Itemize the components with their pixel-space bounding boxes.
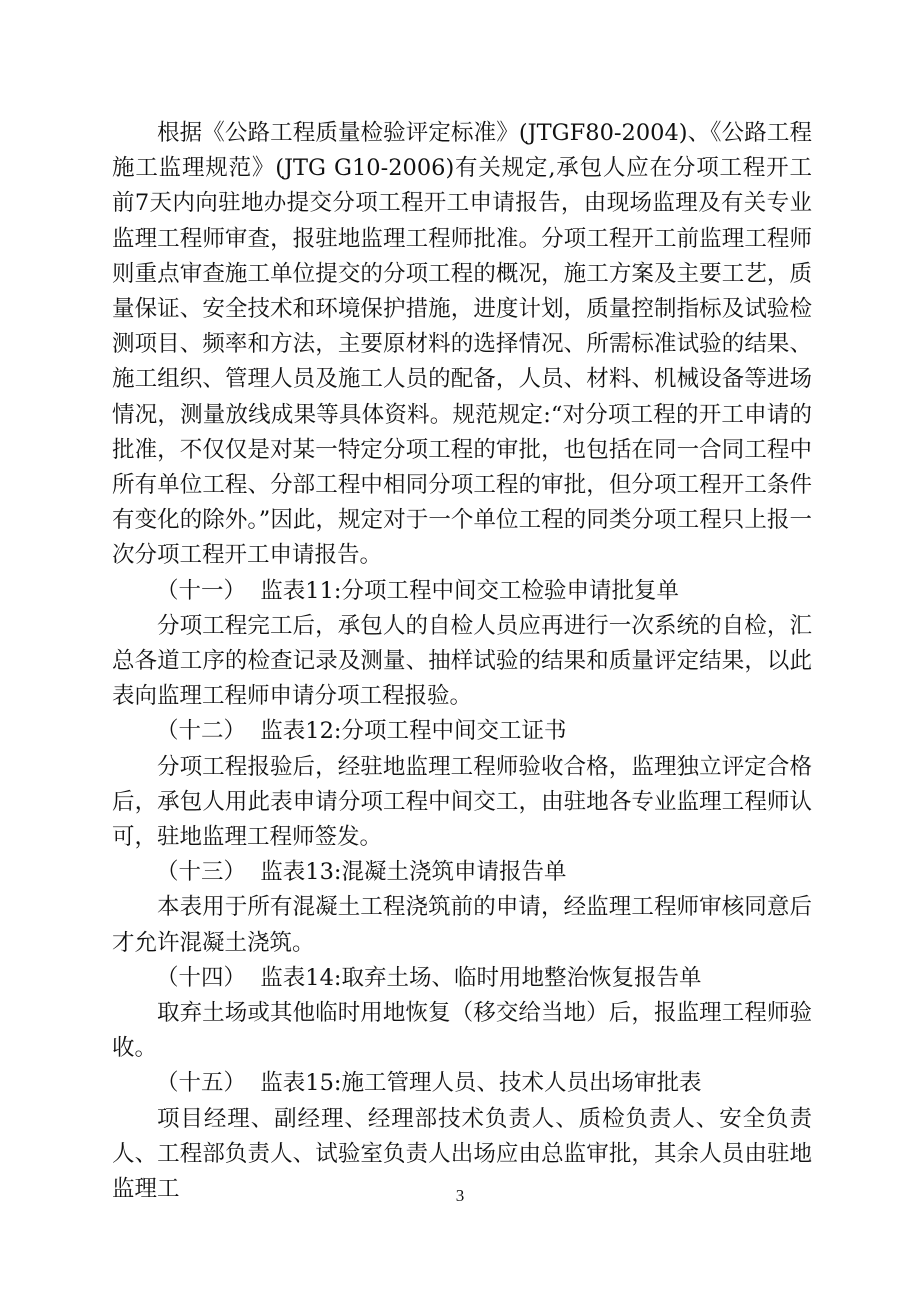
- document-body: [112, 116, 812, 1207]
- page-number: 3: [455, 1186, 465, 1205]
- paragraph-form-15: 项目经理、副经理、经理部技术负责人、质检负责人、安全负责人、工程部负责人、试验室负责人出场应由总监审批，其余人员由驻地监理工: [112, 1105, 812, 1203]
- paragraph-start-approval: 根据《公路工程质量检验评定标准》(JTGF80-2004)、《公路工程施工监理规范》(JTG G10-2006)有关规定,承包人应在分项工程开工前7天内向驻地办提交分项工程开工申请报告，由现场监理及有关专业监理工程师审查，报驻地监理工程师批准。分项工程开工前监理工程师则重点审查施工单位提交的分项工程的概况，施工方案及主要工艺，质量保证、安全技术和环境保护措施，进度计划，质量控制指标及试验检测项目、频率和方法，主要原材料的选择情况、所需标准试验的结果、施工组织、管理人员及施工人员的配备，人员、材料、机械设备等进场情况，测量放线成果等具体资料。规范规定:“对分项工程的开工申请的批准，不仅仅是对某一特定分项工程的审批，也包括在同一合同工程中所有单位工程、分部工程中相同分项工程的审批，但分项工程开工条件有变化的除外。”因此，规定对于一个单位工程的同类分项工程只上报一次分项工程开工申请报告。: [112, 120, 812, 569]
- heading-form-15: （十五） 监表15:施工管理人员、技术人员出场审批表: [156, 1070, 702, 1097]
- heading-form-11: （十一） 监表11:分项工程中间交工检验申请批复单: [156, 577, 680, 604]
- heading-form-13: （十三） 监表13:混凝土浇筑申请报告单: [156, 859, 567, 886]
- paragraph-form-12: 分项工程报验后，经驻地监理工程师验收合格，监理独立评定合格后，承包人用此表申请分项工程中间交工，由驻地各专业监理工程师认可，驻地监理工程师签发。: [112, 753, 812, 851]
- heading-form-12: （十二） 监表12:分项工程中间交工证书: [156, 718, 567, 745]
- heading-form-14: （十四） 监表14:取弃土场、临时用地整治恢复报告单: [156, 964, 702, 991]
- paragraph-form-13: 本表用于所有混凝土工程浇筑前的申请，经监理工程师审核同意后才允许混凝土浇筑。: [112, 894, 812, 956]
- paragraph-form-14: 取弃土场或其他临时用地恢复（移交给当地）后，报监理工程师验收。: [112, 1000, 812, 1062]
- paragraph-form-11: 分项工程完工后，承包人的自检人员应再进行一次系统的自检，汇总各道工序的检查记录及测量、抽样试验的结果和质量评定结果，以此表向监理工程师申请分项工程报验。: [112, 612, 812, 710]
